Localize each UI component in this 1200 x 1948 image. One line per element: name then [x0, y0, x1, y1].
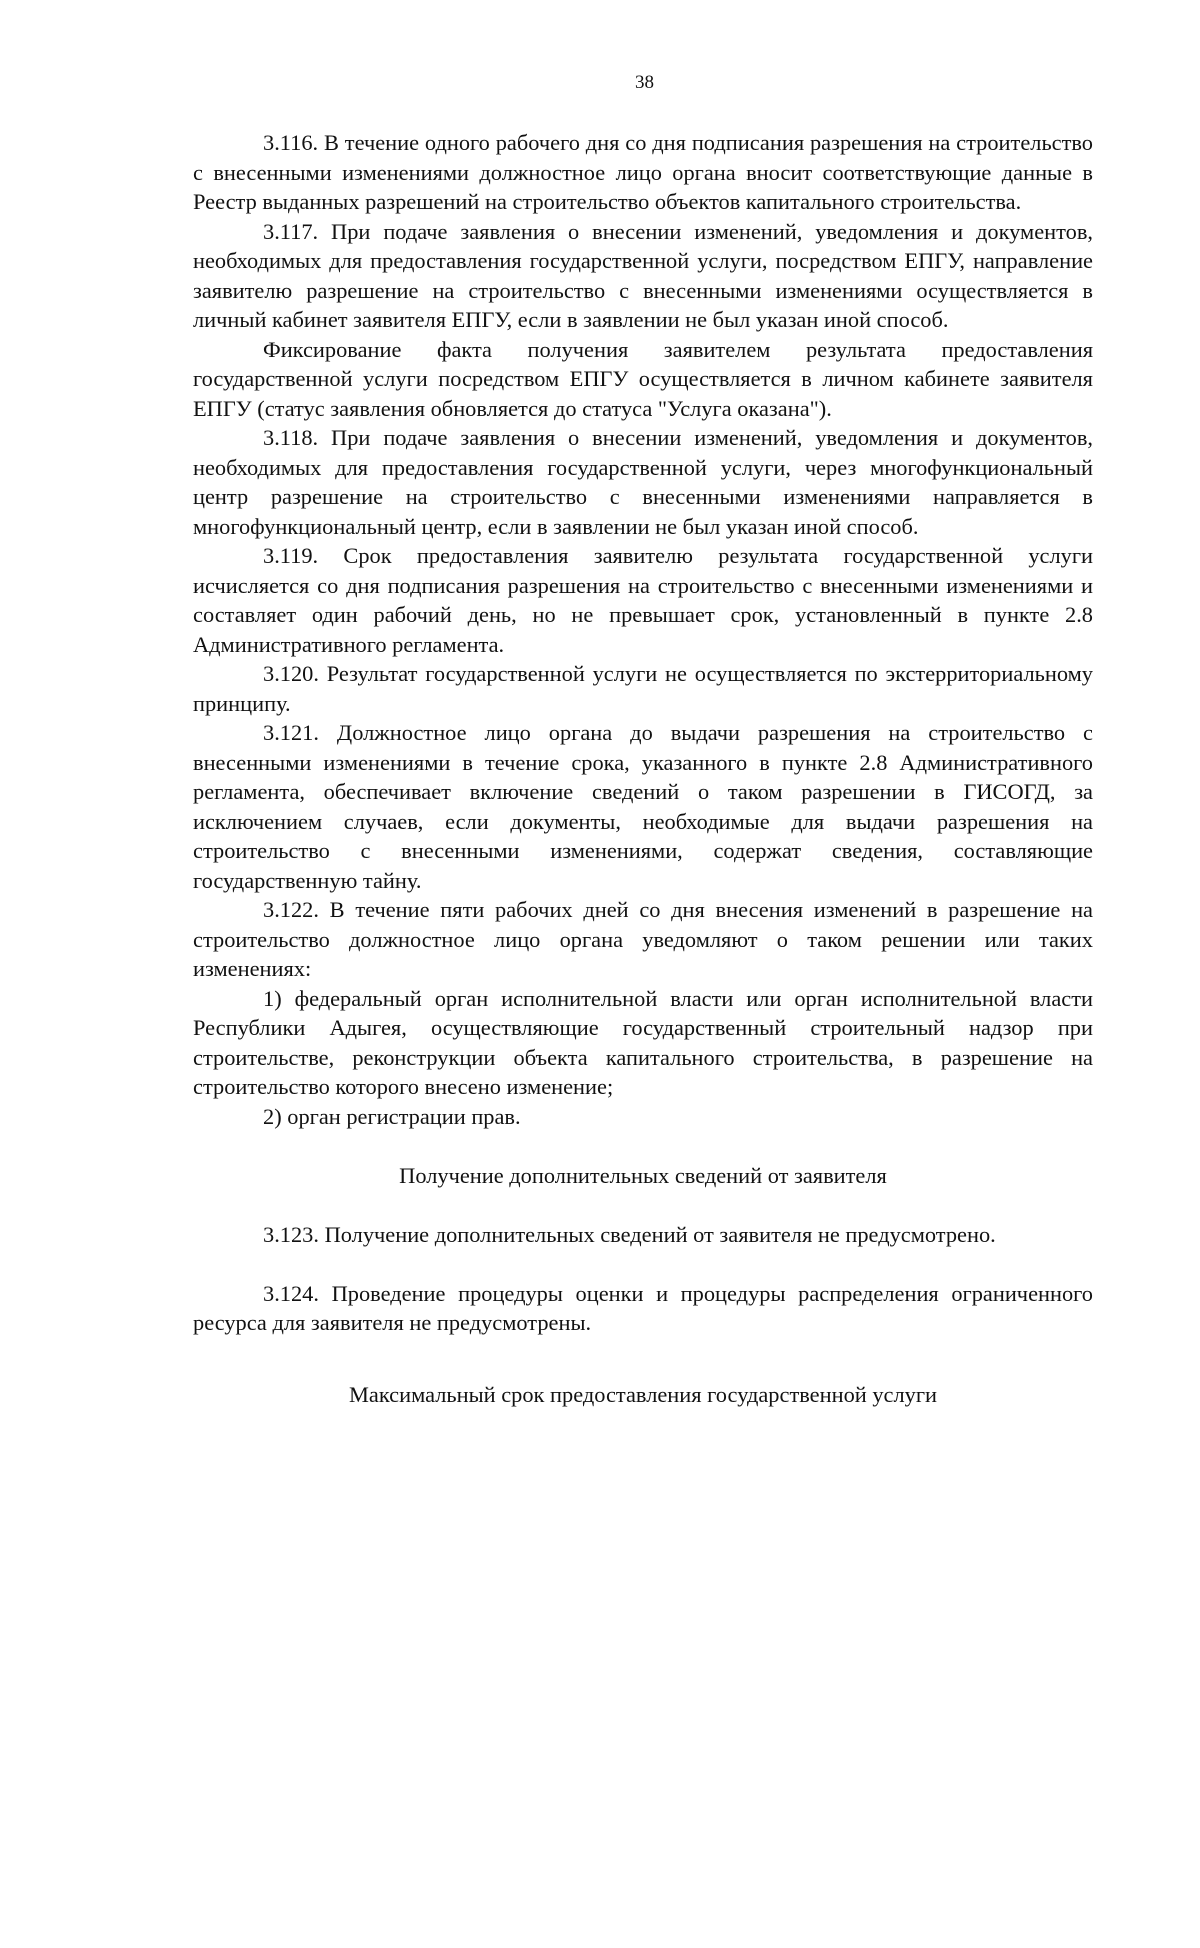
paragraph-3-124: 3.124. Проведение процедуры оценки и процедуры распределения ограниченного ресурса для заявителя не предусмотрены.: [193, 1280, 1093, 1335]
section-heading-max-term: Максимальный срок предоставления государственной услуги: [348, 1381, 938, 1407]
paragraph-3-117: 3.117. При подаче заявления о внесении изменений, уведомления и документов, необходимых для предоставления государственной услуги, посредством ЕПГУ, направление заявителю разрешение на строительство с внесенными изменениями осуществляется в личный кабинет заявителя ЕПГУ, если в заявлении не был указан иной способ.: [193, 218, 1093, 332]
paragraph-fixation: Фиксирование факта получения заявителем результата предоставления государственной услуги посредством ЕПГУ осуществляется в личном кабинете заявителя ЕПГУ (статус заявления обновляется до статуса "Услуга оказана").: [193, 336, 1093, 421]
paragraph-3-118: 3.118. При подаче заявления о внесении изменений, уведомления и документов, необходимых для предоставления государственной услуги, через многофункциональный центр разрешение на строительство с внесенными изменениями направляется в многофункциональный центр, если в заявлении не был указан иной способ.: [193, 425, 1093, 539]
list-item-2: 2) орган регистрации прав.: [263, 1103, 521, 1129]
paragraph-3-116: 3.116. В течение одного рабочего дня со дня подписания разрешения на строительство с внесенными изменениями должностное лицо органа вносит соответствующие данные в Реестр выданных разрешений на строительство объектов капитального строительства.: [193, 130, 1093, 214]
paragraph-3-119: 3.119. Срок предоставления заявителю результата государственной услуги исчисляется со дня подписания разрешения на строительство с внесенными изменениями и составляет один рабочий день, но не превышает срок, установленный в пункте 2.8 Административного регламента.: [193, 543, 1093, 657]
page-number: 38: [635, 72, 654, 93]
list-item-1: 1) федеральный орган исполнительной власти или орган исполнительной власти Республики Адыгея, осуществляющие государственный строительный надзор при строительстве, реконструкции объекта капитального строительства, в разрешение на строительство которого внесено изменение;: [193, 985, 1093, 1099]
section-heading-additional-info: Получение дополнительных сведений от заявителя: [399, 1162, 887, 1188]
paragraph-3-123: 3.123. Получение дополнительных сведений от заявителя не предусмотрено.: [263, 1221, 996, 1247]
paragraph-3-122: 3.122. В течение пяти рабочих дней со дня внесения изменений в разрешение на строительство должностное лицо органа уведомляют о таком решении или таких изменениях:: [193, 897, 1093, 981]
paragraph-3-120: 3.120. Результат государственной услуги не осуществляется по экстерриториальному принципу.: [193, 661, 1093, 716]
document-body: [193, 128, 1093, 1439]
paragraph-3-121: 3.121. Должностное лицо органа до выдачи разрешения на строительство с внесенными изменениями в течение срока, указанного в пункте 2.8 Административного регламента, обеспечивает включение сведений о таком разрешении в ГИСОГД, за исключением случаев, если документы, необходимые для выдачи разрешения на строительство с внесенными изменениями, содержат сведения, составляющие государственную тайну.: [193, 720, 1093, 893]
